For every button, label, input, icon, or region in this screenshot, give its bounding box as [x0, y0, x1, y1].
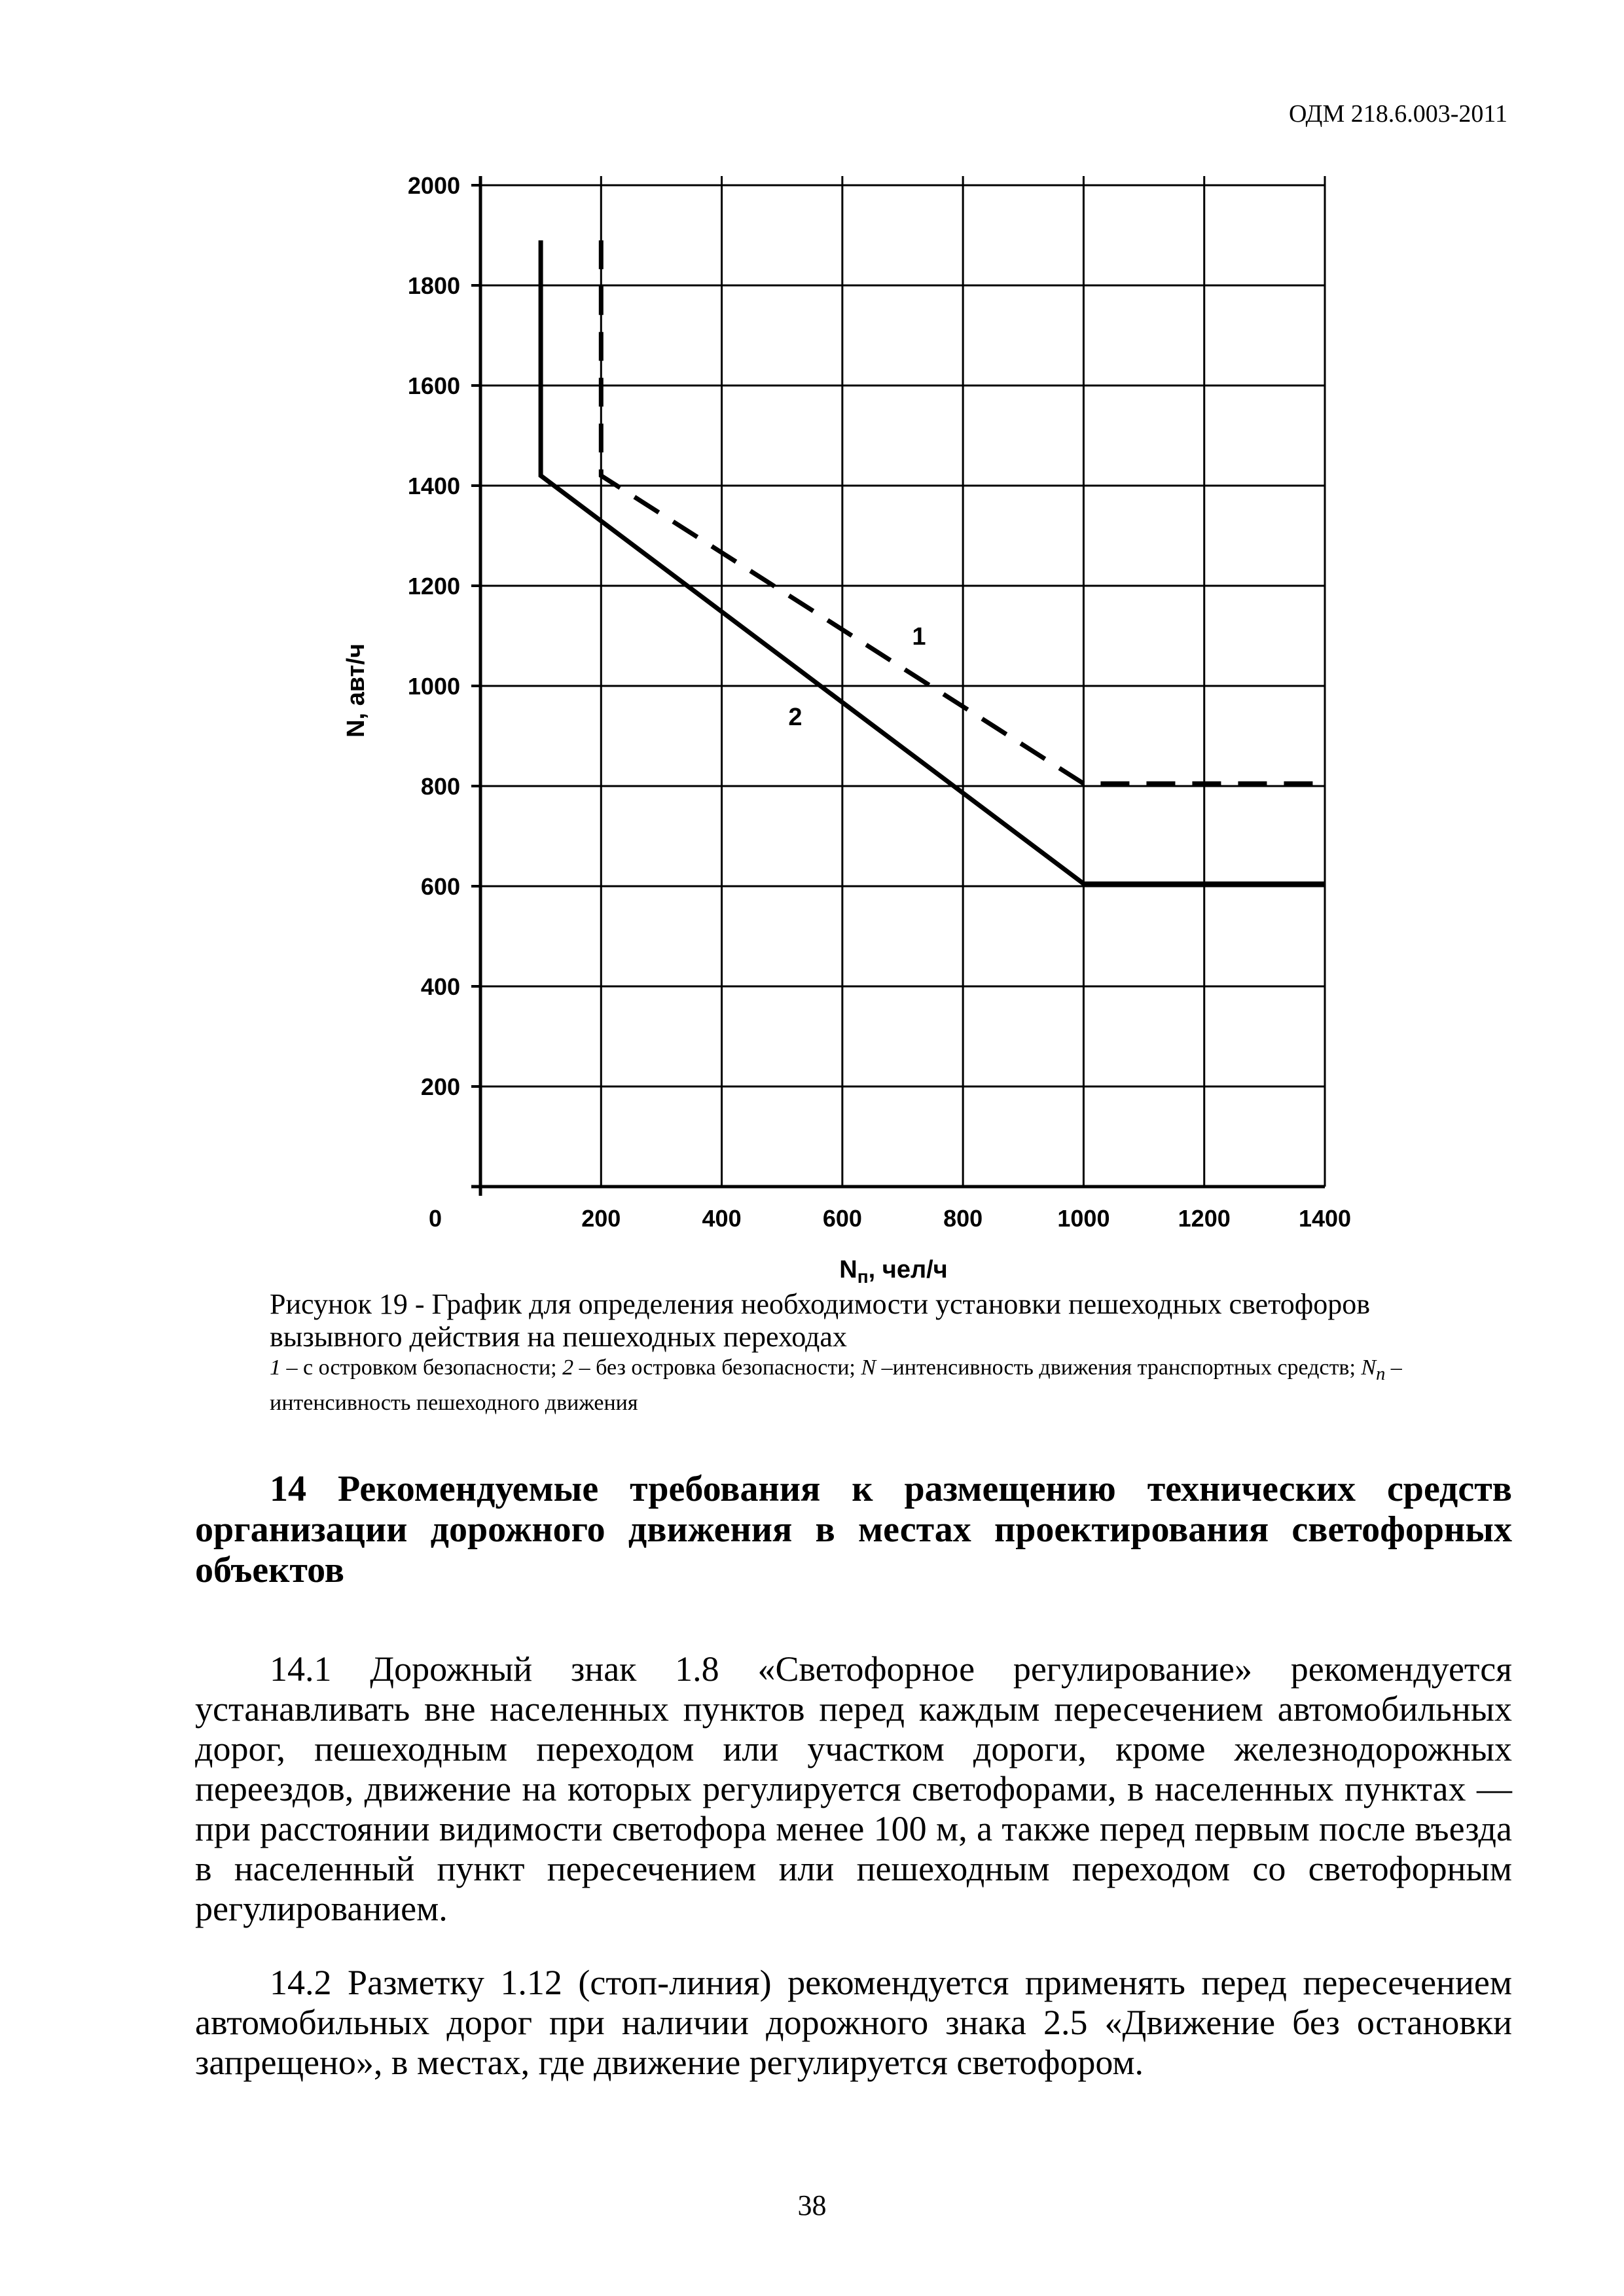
x-tick-label-1200: 1200 [1178, 1205, 1231, 1232]
figure-caption-title: Рисунок 19 - График для определения необходимости установки пешеходных светофоров вызывного действия на пешеходных переходах [270, 1288, 1371, 1353]
legend-2-text: – без островка безопасности; [573, 1355, 861, 1380]
chart-tick-labels [408, 172, 1351, 1232]
y-tick-label-2000: 2000 [407, 172, 460, 199]
x-tick-label-600: 600 [822, 1205, 862, 1232]
y-tick-label-1200: 1200 [407, 573, 460, 600]
y-tick-label-1000: 1000 [407, 673, 460, 700]
x-axis-title: $N_п$, чел/ч [839, 1256, 948, 1283]
figure-caption-legend [270, 1354, 1422, 1418]
y-tick-label-400: 400 [420, 973, 460, 1000]
y-tick-label-200: 200 [420, 1073, 460, 1100]
legend-n-symbol: N [861, 1355, 876, 1380]
legend-1-number: 1 [270, 1355, 281, 1380]
page-number: 38 [797, 2189, 827, 2221]
series-1-label: 1 [912, 623, 926, 651]
legend-1-text: – с островком безопасности; [281, 1355, 563, 1380]
legend-np-subscript: п [1376, 1363, 1386, 1384]
chart-series [541, 240, 1325, 884]
figure-caption [270, 1288, 1422, 1418]
x-tick-label-1400: 1400 [1298, 1205, 1352, 1232]
y-axis-title: N, авт/ч [342, 643, 370, 738]
y-tick-label-1600: 1600 [407, 372, 460, 399]
y-tick-label-1400: 1400 [407, 473, 460, 499]
legend-2-number: 2 [562, 1355, 574, 1380]
section-heading: 14 Рекомендуемые требования к размещению технических средств организации дорожного движения в местах проектирования светофорных объектов [195, 1469, 1512, 1590]
paragraph-14-2: 14.2 Разметку 1.12 (стоп-линия) рекомендуется применять перед пересечением автомобильных дорог при наличии дорожного знака 2.5 «Движение без остановки запрещено», в местах, где движение регулируется светофором. [195, 1963, 1512, 2082]
x-tick-label-400: 400 [702, 1205, 742, 1232]
x-tick-label-200: 200 [581, 1205, 621, 1232]
legend-np-symbol: N [1361, 1355, 1377, 1380]
series-2-line [541, 240, 1325, 884]
y-tick-label-600: 600 [420, 873, 460, 900]
x-tick-label-1000: 1000 [1057, 1205, 1110, 1232]
y-tick-label-1800: 1800 [407, 272, 460, 299]
series-2-label: 2 [788, 704, 803, 731]
legend-n-text: –интенсивность движения транспортных средств; [876, 1355, 1362, 1380]
x-tick-label-0: 0 [428, 1205, 442, 1232]
x-tick-label-800: 800 [943, 1205, 983, 1232]
y-tick-label-800: 800 [420, 773, 460, 800]
chart-grid [480, 176, 1325, 1187]
legend-np-text: – интенсивность пешеходного движения [270, 1355, 1402, 1415]
paragraph-14-1: 14.1 Дорожный знак 1.8 «Светофорное регулирование» рекомендуется устанавливать вне населенных пунктов перед каждым пересечением автомобильных дорог, пешеходным переходом или участком дороги, кроме железнодорожных переездов, движение на которых регулируется светофорами, в населенных пунктах — при расстоянии видимости светофора менее 100 м, а также перед первым после въезда в населенный пункт пересечением или пешеходным переходом со светофорным регулированием. [195, 1649, 1512, 1928]
document-code: ОДМ 218.6.003-2011 [1288, 100, 1507, 128]
